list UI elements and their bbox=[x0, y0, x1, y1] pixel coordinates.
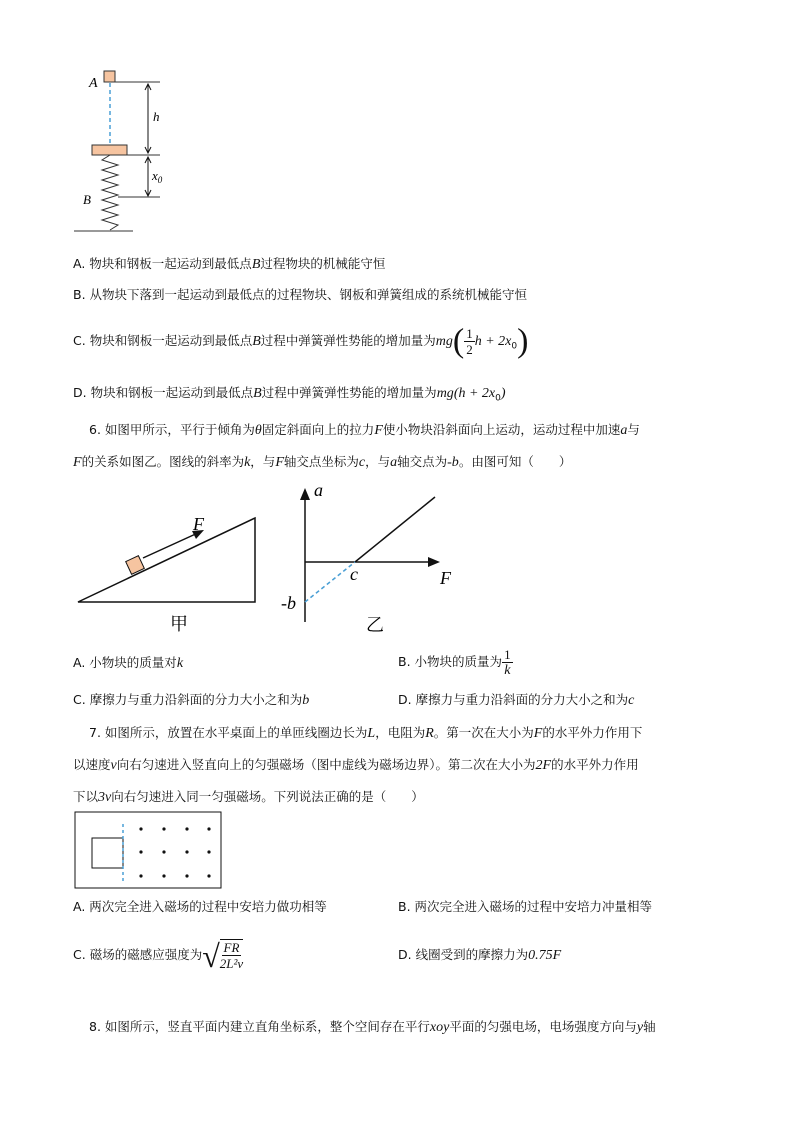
q6-option-a[interactable]: A. 小物块的质量对k bbox=[73, 655, 184, 671]
intercept-b: -b bbox=[281, 593, 296, 613]
figure-coil-field bbox=[75, 812, 221, 888]
q5-option-d[interactable]: D. 物块和钢板一起运动到最低点B过程中弹簧弹性势能的增加量为$mg(h + 2x_0)$ bbox=[73, 385, 506, 404]
q7-stem-line3: 下以3v向右匀速进入同一匀强磁场。下列说法正确的是（ ） bbox=[73, 789, 424, 805]
figure-a-f-graph bbox=[281, 480, 452, 636]
caption-jia: 甲 bbox=[170, 614, 188, 635]
q5-option-a[interactable]: A. 物块和钢板一起运动到最低点B过程物块的机械能守恒 bbox=[73, 256, 386, 272]
q7-option-b[interactable]: B. 两次完全进入磁场的过程中安培力冲量相等 bbox=[398, 899, 653, 914]
caption-yi: 乙 bbox=[366, 615, 384, 636]
label-h: h bbox=[153, 109, 160, 124]
q8-stem-line1: 8. 如图所示，竖直平面内建立直角坐标系，整个空间存在平行xoy平面的匀强电场，电场强度方向与y轴 bbox=[89, 1019, 656, 1035]
label-a: A bbox=[89, 76, 98, 91]
x-axis-label: F bbox=[440, 568, 451, 588]
intercept-c: c bbox=[350, 564, 358, 584]
q5-option-c[interactable]: C. 物块和钢板一起运动到最低点B过程中弹簧弹性势能的增加量为mg( $\frac{1}{2}$ $h + 2x_0$) bbox=[73, 322, 529, 360]
q6-stem-line2: F的关系如图乙。图线的斜率为k，与F轴交点坐标为c，与a轴交点为-b。由图可知（ ） bbox=[73, 454, 572, 470]
q6-option-b[interactable]: B. 小物块的质量为 $\frac{1}{k}$ bbox=[398, 647, 511, 678]
q6-option-d[interactable]: D. 摩擦力与重力沿斜面的分力大小之和为c bbox=[398, 692, 635, 708]
force-label: F bbox=[193, 514, 204, 534]
q7-option-d[interactable]: D. 线圈受到的摩擦力为0.75F bbox=[398, 947, 562, 963]
q5-option-b[interactable]: B. 从物块下落到一起运动到最低点的过程物块、钢板和弹簧组成的系统机械能守恒 bbox=[73, 287, 528, 302]
figure-incline bbox=[78, 514, 255, 635]
q7-option-c[interactable]: C. 磁场的磁感应强度为 √ $\frac{FR}{\text{2L²v}}$ bbox=[73, 937, 244, 974]
figure-spring bbox=[74, 71, 163, 231]
q7-stem-line2: 以速度v向右匀速进入竖直向上的匀强磁场（图中虚线为磁场边界）。第二次在大小为2F的水平外力作用 bbox=[73, 757, 639, 773]
q6-stem-line1: 6. 如图甲所示，平行于倾角为θ固定斜面向上的拉力F使小物块沿斜面向上运动，运动过程中加速a与 bbox=[89, 422, 640, 438]
q7-option-a[interactable]: A. 两次完全进入磁场的过程中安培力做功相等 bbox=[73, 899, 327, 914]
q6-option-c[interactable]: C. 摩擦力与重力沿斜面的分力大小之和为b bbox=[73, 692, 310, 708]
label-b: B bbox=[83, 192, 91, 207]
label-x0: $x_0$ bbox=[152, 168, 163, 185]
q7-stem-line1: 7. 如图所示，放置在水平桌面上的单匝线圈边长为L，电阻为R。第一次在大小为F的水平外力作用下 bbox=[89, 725, 643, 741]
y-axis-label: a bbox=[314, 480, 323, 500]
